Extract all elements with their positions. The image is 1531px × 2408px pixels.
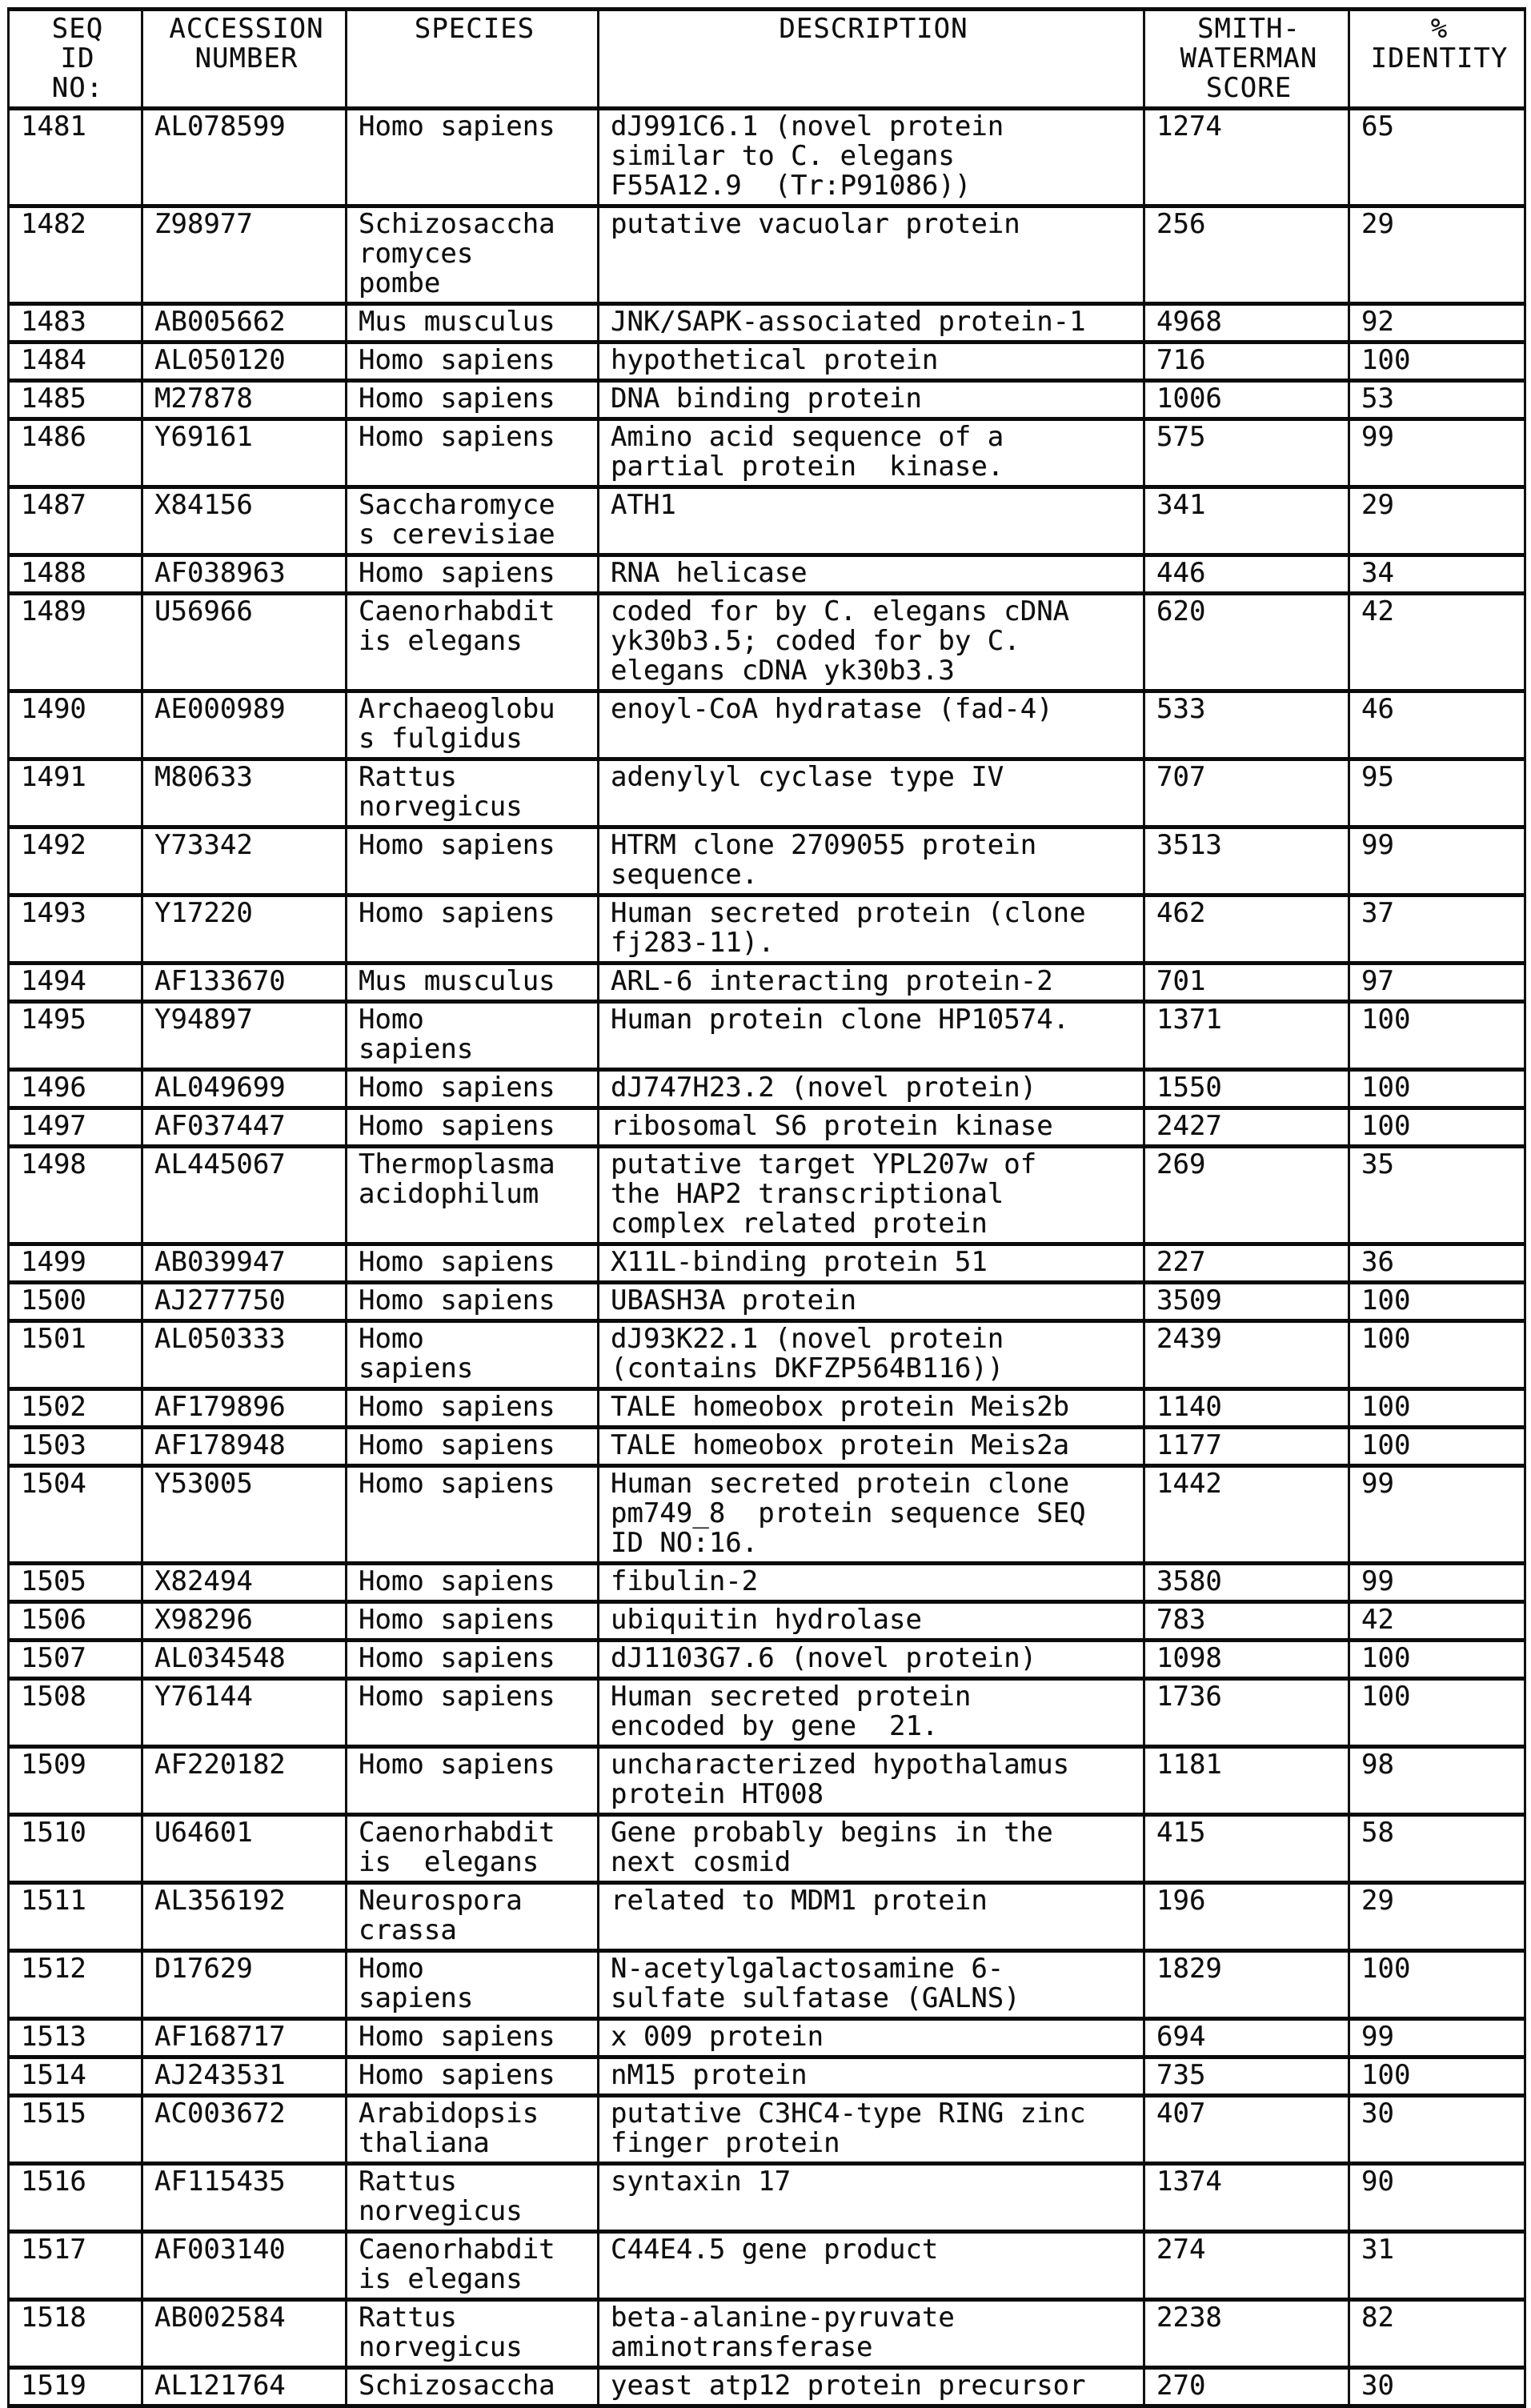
seq-id-cell: 1512 <box>9 1951 142 2019</box>
percent-identity-cell: 100 <box>1349 1002 1525 1070</box>
smith-waterman-score-cell: 415 <box>1144 1815 1349 1883</box>
accession-number-cell: AL034548 <box>142 1641 347 1679</box>
seq-id-cell: 1491 <box>9 759 142 827</box>
species-cell: Homo sapiens <box>347 1679 599 1747</box>
smith-waterman-score-cell: 694 <box>1144 2019 1349 2057</box>
percent-identity-cell: 100 <box>1349 1389 1525 1428</box>
description-cell: nM15 protein <box>599 2057 1144 2096</box>
column-header-description: DESCRIPTION <box>599 10 1144 109</box>
description-cell: putative C3HC4-type RING zinc finger protein <box>599 2096 1144 2164</box>
percent-identity-cell: 29 <box>1349 206 1525 304</box>
percent-identity-cell: 35 <box>1349 1147 1525 1244</box>
description-cell: ARL-6 interacting protein-2 <box>599 964 1144 1002</box>
table-row-seq-1487 <box>9 487 1525 555</box>
table-row-seq-1500 <box>9 1283 1525 1321</box>
accession-number-cell: U64601 <box>142 1815 347 1883</box>
accession-number-cell: AF168717 <box>142 2019 347 2057</box>
species-cell: Homo sapiens <box>347 827 599 895</box>
seq-id-cell: 1498 <box>9 1147 142 1244</box>
smith-waterman-score-cell: 2427 <box>1144 1108 1349 1147</box>
accession-number-cell: AL356192 <box>142 1883 347 1951</box>
percent-identity-cell: 65 <box>1349 109 1525 206</box>
species-cell: Homo sapiens <box>347 381 599 419</box>
accession-number-cell: Y69161 <box>142 419 347 487</box>
species-cell: Arabidopsis thaliana <box>347 2096 599 2164</box>
species-cell: Rattus norvegicus <box>347 2164 599 2232</box>
percent-identity-cell: 99 <box>1349 1466 1525 1564</box>
seq-id-cell: 1492 <box>9 827 142 895</box>
accession-number-cell: AF179896 <box>142 1389 347 1428</box>
accession-number-cell: AL050333 <box>142 1321 347 1389</box>
seq-id-cell: 1495 <box>9 1002 142 1070</box>
percent-identity-cell: 53 <box>1349 381 1525 419</box>
species-cell: Homo sapiens <box>347 1602 599 1641</box>
species-cell: Homo sapiens <box>347 1641 599 1679</box>
seq-id-cell: 1501 <box>9 1321 142 1389</box>
table-row-seq-1507 <box>9 1641 1525 1679</box>
description-cell: ribosomal S6 protein kinase <box>599 1108 1144 1147</box>
smith-waterman-score-cell: 196 <box>1144 1883 1349 1951</box>
accession-number-cell: M80633 <box>142 759 347 827</box>
species-cell: Homo sapiens <box>347 1002 599 1070</box>
description-cell: UBASH3A protein <box>599 1283 1144 1321</box>
description-cell: yeast atp12 protein precursor <box>599 2368 1144 2406</box>
seq-id-cell: 1515 <box>9 2096 142 2164</box>
percent-identity-cell: 31 <box>1349 2232 1525 2300</box>
description-cell: RNA helicase <box>599 555 1144 594</box>
smith-waterman-score-cell: 1274 <box>1144 109 1349 206</box>
seq-id-cell: 1509 <box>9 1747 142 1815</box>
percent-identity-cell: 100 <box>1349 1679 1525 1747</box>
species-cell: Archaeoglobu s fulgidus <box>347 691 599 759</box>
accession-number-cell: AF003140 <box>142 2232 347 2300</box>
percent-identity-cell: 58 <box>1349 1815 1525 1883</box>
percent-identity-cell: 37 <box>1349 895 1525 964</box>
smith-waterman-score-cell: 701 <box>1144 964 1349 1002</box>
table-row-seq-1489 <box>9 594 1525 691</box>
description-cell: dJ747H23.2 (novel protein) <box>599 1070 1144 1108</box>
seq-id-cell: 1519 <box>9 2368 142 2406</box>
column-header-seq-id: SEQ ID NO: <box>9 10 142 109</box>
accession-number-cell: Y94897 <box>142 1002 347 1070</box>
table-row-seq-1498 <box>9 1147 1525 1244</box>
table-header <box>9 10 1525 109</box>
accession-number-cell: AL050120 <box>142 343 347 381</box>
seq-id-cell: 1497 <box>9 1108 142 1147</box>
percent-identity-cell: 30 <box>1349 2368 1525 2406</box>
seq-id-cell: 1499 <box>9 1244 142 1283</box>
description-cell: hypothetical protein <box>599 343 1144 381</box>
species-cell: Homo sapiens <box>347 1389 599 1428</box>
smith-waterman-score-cell: 227 <box>1144 1244 1349 1283</box>
accession-number-cell: AF115435 <box>142 2164 347 2232</box>
sequence-homology-table <box>7 7 1526 2408</box>
percent-identity-cell: 29 <box>1349 487 1525 555</box>
seq-id-cell: 1500 <box>9 1283 142 1321</box>
percent-identity-cell: 97 <box>1349 964 1525 1002</box>
seq-id-cell: 1486 <box>9 419 142 487</box>
description-cell: TALE homeobox protein Meis2a <box>599 1428 1144 1466</box>
table-row-seq-1493 <box>9 895 1525 964</box>
description-cell: JNK/SAPK-associated protein-1 <box>599 304 1144 343</box>
table-row-seq-1491 <box>9 759 1525 827</box>
description-cell: dJ93K22.1 (novel protein (contains DKFZP564B116)) <box>599 1321 1144 1389</box>
smith-waterman-score-cell: 462 <box>1144 895 1349 964</box>
seq-id-cell: 1516 <box>9 2164 142 2232</box>
smith-waterman-score-cell: 1736 <box>1144 1679 1349 1747</box>
table-row-seq-1517 <box>9 2232 1525 2300</box>
seq-id-cell: 1483 <box>9 304 142 343</box>
accession-number-cell: AE000989 <box>142 691 347 759</box>
seq-id-cell: 1513 <box>9 2019 142 2057</box>
species-cell: Schizosaccha <box>347 2368 599 2406</box>
species-cell: Mus musculus <box>347 304 599 343</box>
accession-number-cell: AB002584 <box>142 2300 347 2368</box>
percent-identity-cell: 100 <box>1349 2057 1525 2096</box>
header-row <box>9 10 1525 109</box>
accession-number-cell: X98296 <box>142 1602 347 1641</box>
smith-waterman-score-cell: 1371 <box>1144 1002 1349 1070</box>
smith-waterman-score-cell: 1550 <box>1144 1070 1349 1108</box>
table-row-seq-1512 <box>9 1951 1525 2019</box>
smith-waterman-score-cell: 407 <box>1144 2096 1349 2164</box>
percent-identity-cell: 36 <box>1349 1244 1525 1283</box>
smith-waterman-score-cell: 270 <box>1144 2368 1349 2406</box>
species-cell: Homo sapiens <box>347 1321 599 1389</box>
accession-number-cell: AB005662 <box>142 304 347 343</box>
seq-id-cell: 1504 <box>9 1466 142 1564</box>
table-row-seq-1504 <box>9 1466 1525 1564</box>
table-row-seq-1518 <box>9 2300 1525 2368</box>
table-row-seq-1514 <box>9 2057 1525 2096</box>
description-cell: x 009 protein <box>599 2019 1144 2057</box>
smith-waterman-score-cell: 1177 <box>1144 1428 1349 1466</box>
smith-waterman-score-cell: 4968 <box>1144 304 1349 343</box>
percent-identity-cell: 100 <box>1349 1108 1525 1147</box>
description-cell: putative vacuolar protein <box>599 206 1144 304</box>
percent-identity-cell: 100 <box>1349 1951 1525 2019</box>
table-body <box>9 109 1525 2406</box>
smith-waterman-score-cell: 274 <box>1144 2232 1349 2300</box>
species-cell: Thermoplasma acidophilum <box>347 1147 599 1244</box>
seq-id-cell: 1490 <box>9 691 142 759</box>
percent-identity-cell: 99 <box>1349 827 1525 895</box>
seq-id-cell: 1488 <box>9 555 142 594</box>
accession-number-cell: Y73342 <box>142 827 347 895</box>
table-row-seq-1506 <box>9 1602 1525 1641</box>
smith-waterman-score-cell: 620 <box>1144 594 1349 691</box>
smith-waterman-score-cell: 341 <box>1144 487 1349 555</box>
table-row-seq-1519 <box>9 2368 1525 2406</box>
smith-waterman-score-cell: 3509 <box>1144 1283 1349 1321</box>
table-row-seq-1511 <box>9 1883 1525 1951</box>
table-row-seq-1482 <box>9 206 1525 304</box>
description-cell: N-acetylgalactosamine 6- sulfate sulfatase (GALNS) <box>599 1951 1144 2019</box>
description-cell: ATH1 <box>599 487 1144 555</box>
accession-number-cell: AL078599 <box>142 109 347 206</box>
description-cell: DNA binding protein <box>599 381 1144 419</box>
table-row-seq-1485 <box>9 381 1525 419</box>
column-header-accession-number: ACCESSION NUMBER <box>142 10 347 109</box>
percent-identity-cell: 100 <box>1349 1283 1525 1321</box>
smith-waterman-score-cell: 269 <box>1144 1147 1349 1244</box>
scanned-document-page <box>0 7 1531 2402</box>
table-row-seq-1499 <box>9 1244 1525 1283</box>
accession-number-cell: U56966 <box>142 594 347 691</box>
percent-identity-cell: 100 <box>1349 1641 1525 1679</box>
percent-identity-cell: 42 <box>1349 594 1525 691</box>
accession-number-cell: AF037447 <box>142 1108 347 1147</box>
seq-id-cell: 1511 <box>9 1883 142 1951</box>
smith-waterman-score-cell: 1829 <box>1144 1951 1349 2019</box>
table-row-seq-1481 <box>9 109 1525 206</box>
species-cell: Rattus norvegicus <box>347 759 599 827</box>
percent-identity-cell: 98 <box>1349 1747 1525 1815</box>
description-cell: fibulin-2 <box>599 1564 1144 1602</box>
description-cell: related to MDM1 protein <box>599 1883 1144 1951</box>
accession-number-cell: AJ277750 <box>142 1283 347 1321</box>
description-cell: coded for by C. elegans cDNA yk30b3.5; coded for by C. elegans cDNA yk30b3.3 <box>599 594 1144 691</box>
table-row-seq-1503 <box>9 1428 1525 1466</box>
percent-identity-cell: 99 <box>1349 1564 1525 1602</box>
accession-number-cell: D17629 <box>142 1951 347 2019</box>
table-row-seq-1516 <box>9 2164 1525 2232</box>
species-cell: Homo sapiens <box>347 343 599 381</box>
smith-waterman-score-cell: 707 <box>1144 759 1349 827</box>
smith-waterman-score-cell: 3513 <box>1144 827 1349 895</box>
accession-number-cell: AF133670 <box>142 964 347 1002</box>
seq-id-cell: 1482 <box>9 206 142 304</box>
smith-waterman-score-cell: 1374 <box>1144 2164 1349 2232</box>
description-cell: Human protein clone HP10574. <box>599 1002 1144 1070</box>
percent-identity-cell: 42 <box>1349 1602 1525 1641</box>
percent-identity-cell: 92 <box>1349 304 1525 343</box>
species-cell: Homo sapiens <box>347 1466 599 1564</box>
seq-id-cell: 1506 <box>9 1602 142 1641</box>
table-row-seq-1490 <box>9 691 1525 759</box>
species-cell: Homo sapiens <box>347 1564 599 1602</box>
species-cell: Homo sapiens <box>347 1428 599 1466</box>
table-row-seq-1509 <box>9 1747 1525 1815</box>
species-cell: Homo sapiens <box>347 2057 599 2096</box>
accession-number-cell: Z98977 <box>142 206 347 304</box>
description-cell: dJ1103G7.6 (novel protein) <box>599 1641 1144 1679</box>
species-cell: Caenorhabdit is elegans <box>347 1815 599 1883</box>
accession-number-cell: Y76144 <box>142 1679 347 1747</box>
percent-identity-cell: 100 <box>1349 1070 1525 1108</box>
smith-waterman-score-cell: 533 <box>1144 691 1349 759</box>
species-cell: Homo sapiens <box>347 1244 599 1283</box>
species-cell: Homo sapiens <box>347 1070 599 1108</box>
table-row-seq-1496 <box>9 1070 1525 1108</box>
smith-waterman-score-cell: 735 <box>1144 2057 1349 2096</box>
table-row-seq-1505 <box>9 1564 1525 1602</box>
table-row-seq-1513 <box>9 2019 1525 2057</box>
description-cell: putative target YPL207w of the HAP2 transcriptional complex related protein <box>599 1147 1144 1244</box>
description-cell: X11L-binding protein 51 <box>599 1244 1144 1283</box>
description-cell: beta-alanine-pyruvate aminotransferase <box>599 2300 1144 2368</box>
accession-number-cell: Y53005 <box>142 1466 347 1564</box>
smith-waterman-score-cell: 1140 <box>1144 1389 1349 1428</box>
accession-number-cell: AC003672 <box>142 2096 347 2164</box>
description-cell: Human secreted protein clone pm749_8 protein sequence SEQ ID NO:16. <box>599 1466 1144 1564</box>
table-row-seq-1484 <box>9 343 1525 381</box>
smith-waterman-score-cell: 2439 <box>1144 1321 1349 1389</box>
smith-waterman-score-cell: 256 <box>1144 206 1349 304</box>
description-cell: Gene probably begins in the next cosmid <box>599 1815 1144 1883</box>
percent-identity-cell: 99 <box>1349 419 1525 487</box>
description-cell: Amino acid sequence of a partial protein kinase. <box>599 419 1144 487</box>
accession-number-cell: X84156 <box>142 487 347 555</box>
seq-id-cell: 1507 <box>9 1641 142 1679</box>
species-cell: Homo sapiens <box>347 1951 599 2019</box>
smith-waterman-score-cell: 446 <box>1144 555 1349 594</box>
description-cell: HTRM clone 2709055 protein sequence. <box>599 827 1144 895</box>
description-cell: C44E4.5 gene product <box>599 2232 1144 2300</box>
smith-waterman-score-cell: 2238 <box>1144 2300 1349 2368</box>
species-cell: Saccharomyce s cerevisiae <box>347 487 599 555</box>
table-row-seq-1501 <box>9 1321 1525 1389</box>
species-cell: Mus musculus <box>347 964 599 1002</box>
species-cell: Homo sapiens <box>347 109 599 206</box>
seq-id-cell: 1517 <box>9 2232 142 2300</box>
accession-number-cell: M27878 <box>142 381 347 419</box>
seq-id-cell: 1508 <box>9 1679 142 1747</box>
seq-id-cell: 1494 <box>9 964 142 1002</box>
description-cell: Human secreted protein encoded by gene 21. <box>599 1679 1144 1747</box>
species-cell: Homo sapiens <box>347 895 599 964</box>
description-cell: ubiquitin hydrolase <box>599 1602 1144 1641</box>
species-cell: Homo sapiens <box>347 555 599 594</box>
smith-waterman-score-cell: 3580 <box>1144 1564 1349 1602</box>
description-cell: adenylyl cyclase type IV <box>599 759 1144 827</box>
description-cell: uncharacterized hypothalamus protein HT008 <box>599 1747 1144 1815</box>
seq-id-cell: 1505 <box>9 1564 142 1602</box>
table-row-seq-1495 <box>9 1002 1525 1070</box>
seq-id-cell: 1496 <box>9 1070 142 1108</box>
species-cell: Rattus norvegicus <box>347 2300 599 2368</box>
smith-waterman-score-cell: 1442 <box>1144 1466 1349 1564</box>
species-cell: Neurospora crassa <box>347 1883 599 1951</box>
seq-id-cell: 1489 <box>9 594 142 691</box>
percent-identity-cell: 100 <box>1349 1428 1525 1466</box>
table-row-seq-1515 <box>9 2096 1525 2164</box>
accession-number-cell: AF220182 <box>142 1747 347 1815</box>
table-row-seq-1497 <box>9 1108 1525 1147</box>
table-row-seq-1494 <box>9 964 1525 1002</box>
percent-identity-cell: 90 <box>1349 2164 1525 2232</box>
smith-waterman-score-cell: 783 <box>1144 1602 1349 1641</box>
table-row-seq-1492 <box>9 827 1525 895</box>
species-cell: Homo sapiens <box>347 1283 599 1321</box>
species-cell: Schizosaccha romyces pombe <box>347 206 599 304</box>
seq-id-cell: 1502 <box>9 1389 142 1428</box>
percent-identity-cell: 100 <box>1349 1321 1525 1389</box>
table-row-seq-1486 <box>9 419 1525 487</box>
species-cell: Caenorhabdit is elegans <box>347 2232 599 2300</box>
smith-waterman-score-cell: 1098 <box>1144 1641 1349 1679</box>
accession-number-cell: AF178948 <box>142 1428 347 1466</box>
percent-identity-cell: 46 <box>1349 691 1525 759</box>
accession-number-cell: AL445067 <box>142 1147 347 1244</box>
species-cell: Caenorhabdit is elegans <box>347 594 599 691</box>
percent-identity-cell: 95 <box>1349 759 1525 827</box>
column-header-smith-waterman-score: SMITH- WATERMAN SCORE <box>1144 10 1349 109</box>
column-header-percent-identity: % IDENTITY <box>1349 10 1525 109</box>
description-cell: enoyl-CoA hydratase (fad-4) <box>599 691 1144 759</box>
description-cell: TALE homeobox protein Meis2b <box>599 1389 1144 1428</box>
accession-number-cell: Y17220 <box>142 895 347 964</box>
percent-identity-cell: 34 <box>1349 555 1525 594</box>
column-header-species: SPECIES <box>347 10 599 109</box>
smith-waterman-score-cell: 1006 <box>1144 381 1349 419</box>
accession-number-cell: AL121764 <box>142 2368 347 2406</box>
table-row-seq-1502 <box>9 1389 1525 1428</box>
smith-waterman-score-cell: 1181 <box>1144 1747 1349 1815</box>
description-cell: Human secreted protein (clone fj283-11). <box>599 895 1144 964</box>
species-cell: Homo sapiens <box>347 2019 599 2057</box>
percent-identity-cell: 30 <box>1349 2096 1525 2164</box>
seq-id-cell: 1493 <box>9 895 142 964</box>
accession-number-cell: X82494 <box>142 1564 347 1602</box>
table-row-seq-1483 <box>9 304 1525 343</box>
percent-identity-cell: 100 <box>1349 343 1525 381</box>
accession-number-cell: AL049699 <box>142 1070 347 1108</box>
accession-number-cell: AF038963 <box>142 555 347 594</box>
table-row-seq-1488 <box>9 555 1525 594</box>
seq-id-cell: 1485 <box>9 381 142 419</box>
seq-id-cell: 1518 <box>9 2300 142 2368</box>
accession-number-cell: AJ243531 <box>142 2057 347 2096</box>
description-cell: dJ991C6.1 (novel protein similar to C. elegans F55A12.9 (Tr:P91086)) <box>599 109 1144 206</box>
table-row-seq-1510 <box>9 1815 1525 1883</box>
percent-identity-cell: 29 <box>1349 1883 1525 1951</box>
smith-waterman-score-cell: 716 <box>1144 343 1349 381</box>
accession-number-cell: AB039947 <box>142 1244 347 1283</box>
seq-id-cell: 1514 <box>9 2057 142 2096</box>
percent-identity-cell: 82 <box>1349 2300 1525 2368</box>
percent-identity-cell: 99 <box>1349 2019 1525 2057</box>
seq-id-cell: 1487 <box>9 487 142 555</box>
species-cell: Homo sapiens <box>347 1747 599 1815</box>
seq-id-cell: 1503 <box>9 1428 142 1466</box>
smith-waterman-score-cell: 575 <box>1144 419 1349 487</box>
species-cell: Homo sapiens <box>347 1108 599 1147</box>
seq-id-cell: 1484 <box>9 343 142 381</box>
species-cell: Homo sapiens <box>347 419 599 487</box>
seq-id-cell: 1481 <box>9 109 142 206</box>
seq-id-cell: 1510 <box>9 1815 142 1883</box>
description-cell: syntaxin 17 <box>599 2164 1144 2232</box>
table-row-seq-1508 <box>9 1679 1525 1747</box>
